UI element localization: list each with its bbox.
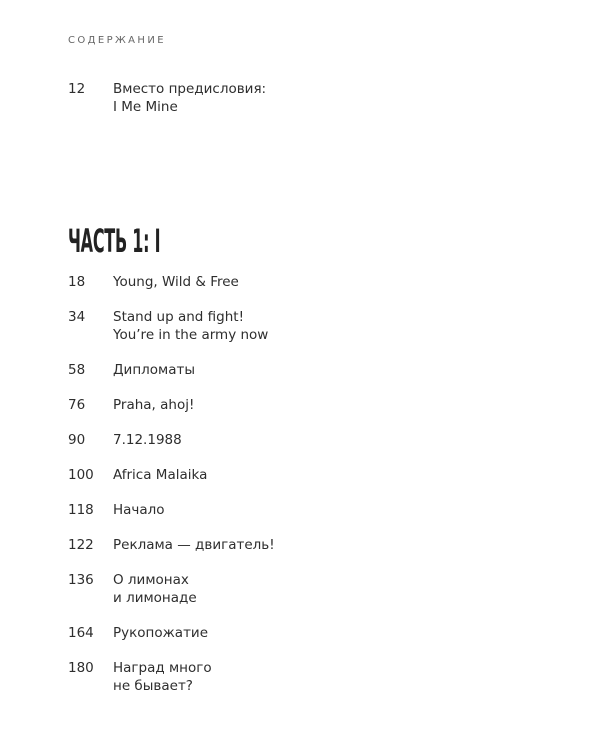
toc-header: СОДЕРЖАНИЕ [68, 35, 166, 46]
entry-title: Вместо предисловия: I Me Mine [113, 81, 267, 115]
page-number: 18 [68, 274, 86, 290]
page-number: 12 [68, 81, 86, 97]
part-heading: ЧАСТЬ 1: I [68, 222, 161, 260]
entry-title: Дипломаты [113, 362, 196, 378]
page-number: 58 [68, 362, 86, 378]
page-number: 164 [68, 625, 94, 641]
page-number: 122 [68, 537, 94, 553]
entry-title: Реклама — двигатель! [113, 537, 275, 553]
page-number: 180 [68, 660, 94, 676]
entry-title: 7.12.1988 [113, 432, 182, 448]
page-number: 136 [68, 572, 94, 588]
entry-title: Рукопожатие [113, 625, 209, 641]
page-number: 100 [68, 467, 94, 483]
entry-title: О лимонах и лимонаде [113, 572, 197, 606]
entry-title: Наград много не бывает? [113, 660, 212, 694]
entry-title: Young, Wild & Free [113, 274, 239, 290]
entry-title: Начало [113, 502, 165, 518]
entry-title: Stand up and fight! You’re in the army now [113, 309, 269, 343]
entry-title: Africa Malaika [113, 467, 208, 483]
page-number: 118 [68, 502, 94, 518]
page-number: 34 [68, 309, 86, 325]
entry-title: Praha, ahoj! [113, 397, 195, 413]
page-number: 90 [68, 432, 86, 448]
page-number: 76 [68, 397, 86, 413]
